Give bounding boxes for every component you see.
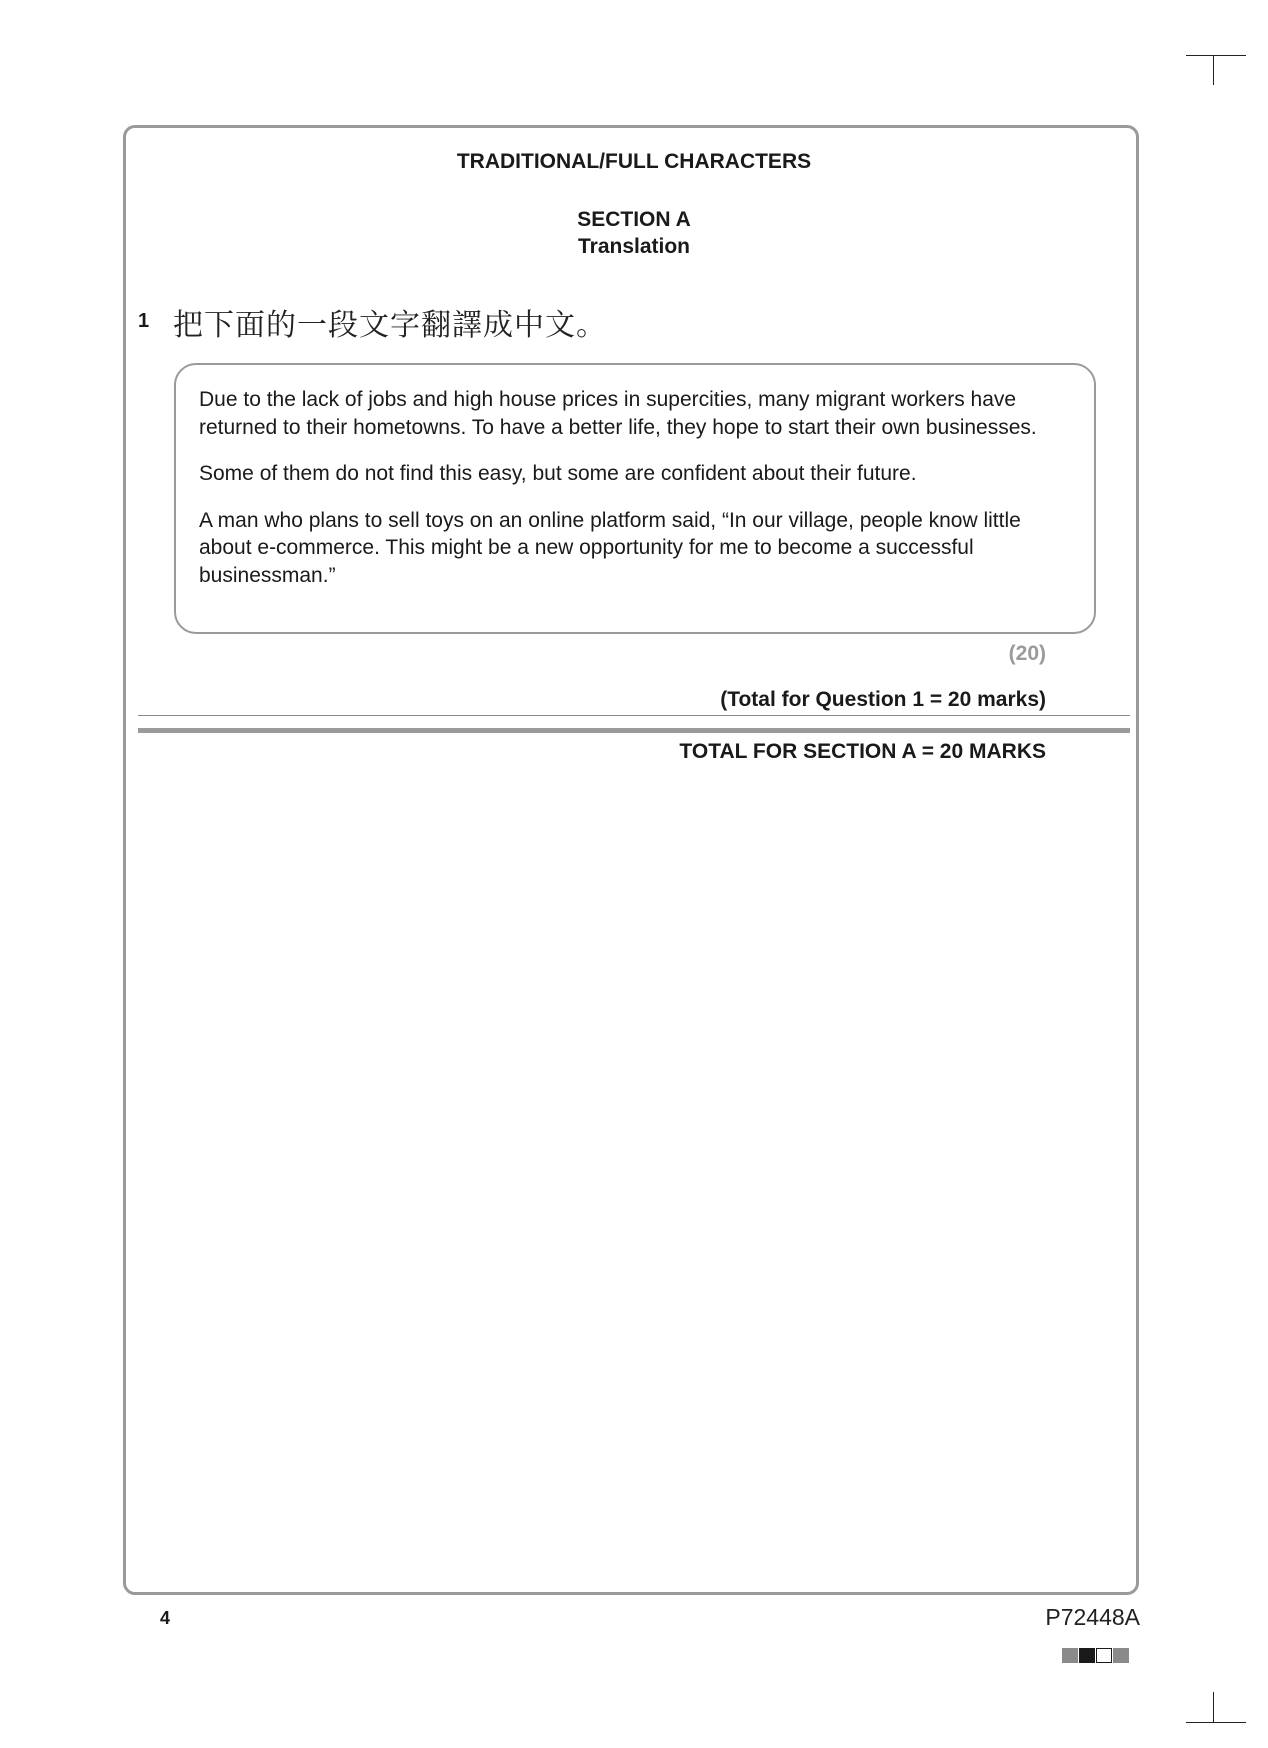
barcode-block bbox=[1096, 1648, 1112, 1663]
page-number: 4 bbox=[160, 1608, 171, 1628]
barcode-block bbox=[1079, 1648, 1095, 1663]
crop-mark-bottom-right-vertical bbox=[1213, 1692, 1214, 1722]
passage-paragraph: Some of them do not find this easy, but some are confident about their future. bbox=[199, 462, 917, 485]
barcode-marks bbox=[1062, 1648, 1129, 1663]
question-instruction: 把下面的一段文字翻譯成中文。 bbox=[173, 308, 607, 343]
divider-thin bbox=[138, 715, 1130, 716]
section-title: SECTION A bbox=[577, 208, 691, 231]
barcode-block bbox=[1113, 1648, 1129, 1663]
divider-thick bbox=[138, 728, 1130, 733]
section-subtitle: Translation bbox=[577, 235, 691, 258]
question-total-marks: (Total for Question 1 = 20 marks) bbox=[720, 688, 1046, 711]
passage-paragraph: A man who plans to sell toys on an online platform said, “In our village, people know little about e-commerce. This might be a new opportunity for me to become a successful businessman.” bbox=[199, 508, 1021, 587]
page-header-title: TRADITIONAL/FULL CHARACTERS bbox=[456, 150, 812, 173]
question-number: 1 bbox=[138, 310, 150, 332]
paper-code: P72448A bbox=[1045, 1604, 1140, 1630]
crop-mark-top-right-vertical bbox=[1213, 55, 1214, 85]
crop-mark-top-right-horizontal bbox=[1186, 55, 1246, 56]
passage-paragraph: Due to the lack of jobs and high house prices in supercities, many migrant workers have returned to their hometowns. To have a better life, they hope to start their own businesses. bbox=[199, 388, 1037, 439]
section-total-marks: TOTAL FOR SECTION A = 20 MARKS bbox=[679, 740, 1046, 763]
passage-box bbox=[174, 363, 1096, 634]
question-marks: (20) bbox=[1008, 642, 1046, 665]
page-frame bbox=[123, 125, 1139, 1595]
crop-mark-bottom-right-horizontal bbox=[1186, 1722, 1246, 1723]
barcode-block bbox=[1062, 1648, 1078, 1663]
